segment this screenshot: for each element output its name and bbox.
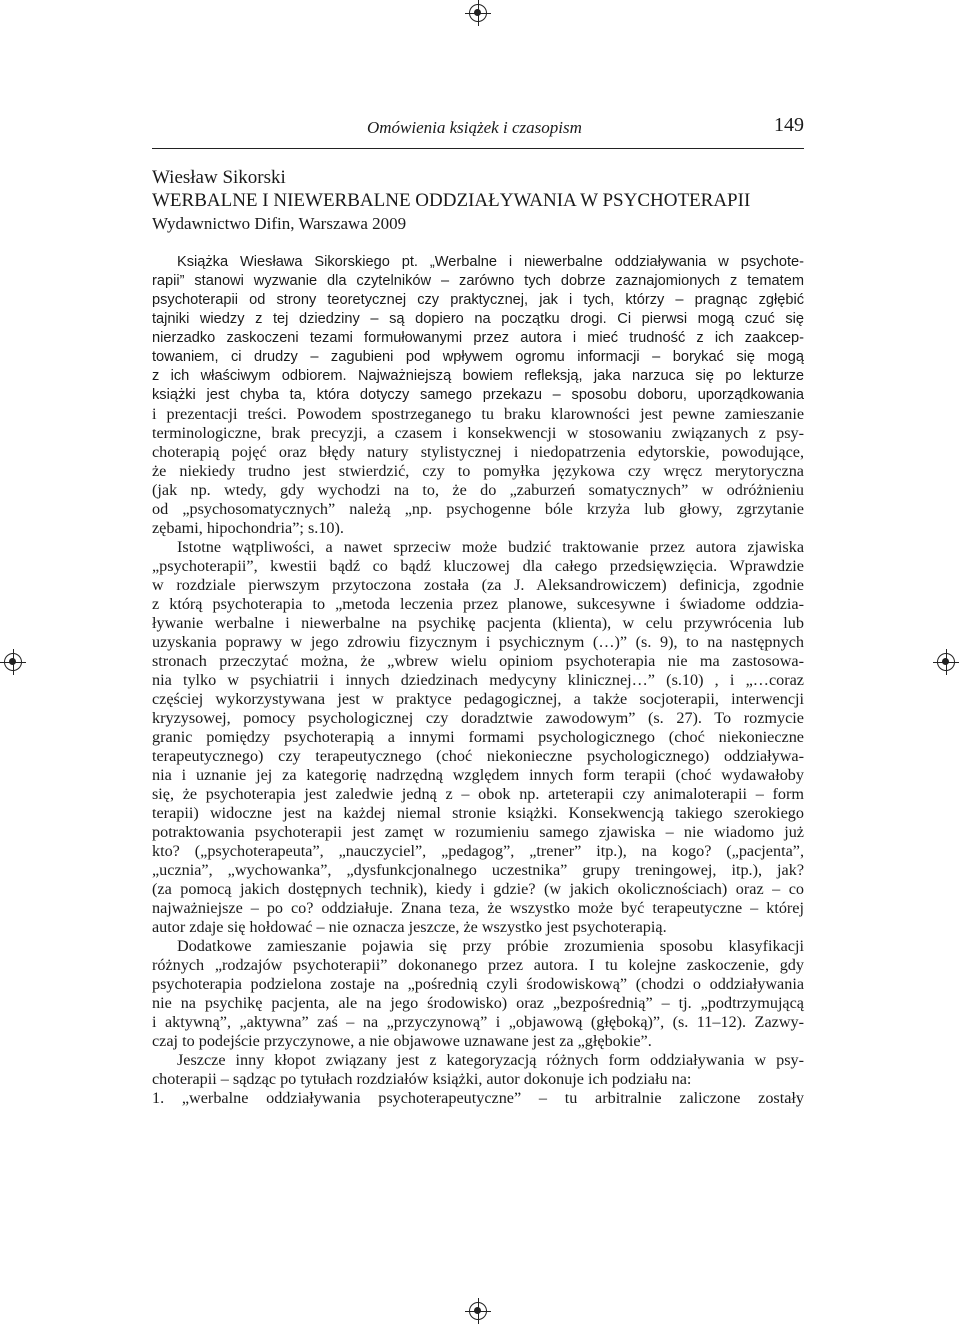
- text-line: najważniejsze – po co? oddziałuje. Znana teza, że wszystko może być terapeutyczne – której: [152, 899, 804, 917]
- text-line: (jak np. wtedy, gdy wychodzi na to, że do „zaburzeń somatycznych” w odróżnieniu: [152, 481, 804, 499]
- text-line: terapeutycznego) czy terapeutycznego (choć niekonieczne psychologicznego) oddziaływa-: [152, 747, 804, 765]
- running-title: Omówienia książek i czasopism: [367, 118, 582, 137]
- text-line: Jeszcze inny kłopot związany jest z kategoryzacją różnych form oddziaływania w psy-: [177, 1051, 804, 1069]
- text-line: w rozdziale pierwszym przytoczona została (za J. Aleksandrowiczem) definicja, zgodnie: [152, 576, 804, 594]
- registration-mark-right-icon: [937, 653, 955, 671]
- review-body: [152, 253, 804, 1108]
- text-line: od „psychosomatycznych” należą „np. psychogenne bóle krzyża lub głowy, zgrzytanie: [152, 500, 804, 518]
- text-line: granic pomiędzy psychoterapią a innymi formami psychologicznego (choć niekonieczne: [152, 728, 804, 746]
- page-number: 149: [774, 114, 804, 136]
- text-line: terapii) widoczne jest na każdej niemal stronie książki. Konsekwencją takiego szerokiego: [152, 804, 804, 822]
- text-line: rapii” stanowi wyzwanie dla czytelników – zarówno tych dobrze zaznajomionych z tematem: [152, 273, 804, 289]
- text-line: różnych „rodzajów psychoterapii” dokonanego przez autora. I tu kolejne zaskoczenie, gdy: [152, 956, 804, 974]
- text-line: i aktywną”, „aktywna” zaś – na „przyczynową” i „objawową (głęboką)”, (s. 11–12). Zazwy-: [152, 1013, 804, 1031]
- text-line: że niekiedy trudno jest stwierdzić, czy to pomyłka językowa czy wręcz merytoryczna: [152, 462, 804, 480]
- text-line: Istotne wątpliwości, a nawet sprzeciw może budzić traktowanie przez autora zjawiska: [177, 538, 804, 556]
- book-citation: [152, 166, 804, 235]
- paragraph: [152, 937, 804, 1051]
- text-line: częściej wykorzystywana jest w praktyce pedagogicznej, a także socjoterapii, interwencji: [152, 690, 804, 708]
- text-line: towaniem, ci drudzy – zagubieni pod wpływem ogromu informacji – borykać się mogą: [152, 349, 804, 365]
- paragraph: [152, 1089, 804, 1108]
- page-header: [152, 114, 804, 149]
- text-line: Książka Wiesława Sikorskiego pt. „Werbalne i niewerbalne oddziaływania w psychote-: [177, 254, 804, 270]
- paragraph: [152, 538, 804, 937]
- book-author: Wiesław Sikorski: [152, 167, 286, 188]
- text-line: książki jest chyba ta, która dotyczy samego przekazu – sposobu doboru, uporządkowania: [152, 387, 804, 403]
- paragraph: [152, 1051, 804, 1089]
- text-line: Dodatkowe zamieszanie pojawia się przy próbie zrozumienia sposobu klasyfikacji: [177, 937, 804, 955]
- text-line: psychoterapii od strony teoretycznej czy praktycznej, jak i tych, którzy – pragnąc zgłębić: [152, 292, 804, 308]
- text-line: tajniki wiedzy z tej dziedziny – są dopiero na początku drogi. Ci pierwsi mogą czuć się: [152, 311, 804, 327]
- book-title: WERBALNE I NIEWERBALNE ODDZIAŁYWANIA W PSYCHOTERAPII: [152, 190, 751, 211]
- text-line: z którą psychoterapia to „metoda leczenia przez planowe, sukcesywne i świadome oddzia-: [152, 595, 804, 613]
- text-line: nia tylko w psychiatrii i innych dziedzinach medycyny klinicznej…” (s.10) , i „…coraz: [152, 671, 804, 689]
- text-line: choterapii – sądząc po tytułach rozdziałów książki, autor dokonuje ich podziału na:: [152, 1070, 692, 1088]
- text-line: się, że psychoterapia jest zaledwie jedną z – obok np. arteterapii czy animaloterapii – form: [152, 785, 804, 803]
- text-line: nie na psychikę pacjenta, ale na jego środowisko) oraz „bezpośrednią” – tj. „podtrzymującą: [152, 994, 804, 1012]
- text-line: (za pomocą jakich dostępnych technik), kiedy i gdzie? (w jakich okolicznościach) oraz – co: [152, 880, 804, 898]
- text-line: czaj to podejście przyczynowe, a nie objawowe uznawane jest za „głębokie”.: [152, 1032, 652, 1050]
- text-line: nierzadko zaskoczeni tezami formułowanymi przez autora i mieć trudność z ich zaakcep-: [152, 330, 804, 346]
- text-line: „ucznia”, „wychowanka”, „dysfunkcjonalnego uczestnika” grupy treningowej, itp.), jak?: [152, 861, 804, 879]
- text-line: i prezentacji treści. Powodem spostrzeganego tu braku klarowności jest pewne zamieszanie: [152, 405, 804, 423]
- registration-mark-top-icon: [469, 4, 487, 22]
- registration-mark-left-icon: [4, 653, 22, 671]
- text-line: autor zdaje się hołdować – nie oznacza jeszcze, że wszystko jest psychoterapią.: [152, 918, 667, 936]
- book-publisher: Wydawnictwo Difin, Warszawa 2009: [152, 214, 407, 233]
- paragraph: [152, 253, 804, 538]
- text-line: kto? („psychoterapeuta”, „nauczyciel”, „pedagog”, „trener” itp.), na kogo? („pacjenta”,: [152, 842, 804, 860]
- text-line: stronach przeczytać można, że „wbrew wielu opiniom psychoterapia nie ma zastosowa-: [152, 652, 804, 670]
- text-line: uzyskania poprawy w jego zdrowiu fizycznym i psychicznym (…)” (s. 9), to na następnych: [152, 633, 804, 651]
- text-line: terminologiczne, brak precyzji, a czasem i konsekwencji w stosowaniu związanych z psy-: [152, 424, 804, 442]
- text-line: ływanie werbalne i niewerbalne na psychikę pacjenta (klienta), w celu przywrócenia lub: [152, 614, 804, 632]
- text-line: „psychoterapii”, kwestii bądź co bądź kluczowej dla całego przedsięwzięcia. Wprawdzie: [152, 557, 804, 575]
- text-line: nia i uznanie jej za kategorię nadrzędną względem innych form terapii (choć wydawałoby: [152, 766, 804, 784]
- text-line: zębami, hipochondria”; s.10).: [152, 519, 344, 537]
- text-line: kryzysowej, pomocy psychologicznej czy doradztwie zawodowym” (s. 27). To rozmycie: [152, 709, 804, 727]
- text-line: choterapią pojęć oraz błędy natury stylistycznej i niedopatrzenia edytorskie, powodujące,: [152, 443, 804, 461]
- text-line: potraktowania psychoterapii jest zamęt w rozumieniu samego zjawiska – nie wiadomo już: [152, 823, 804, 841]
- text-line: z ich właściwym odbiorem. Najważniejszą bowiem refleksją, jaka narzuca się po lekturze: [152, 368, 804, 384]
- registration-mark-bottom-icon: [469, 1302, 487, 1320]
- text-line: psychoterapia podzielona zostaje na „pośrednią czyli środowiskową” (chodzi o oddziaływania: [152, 975, 804, 993]
- text-line: 1. „werbalne oddziaływania psychoterapeutyczne” – tu arbitralnie zaliczone zostały: [152, 1089, 804, 1107]
